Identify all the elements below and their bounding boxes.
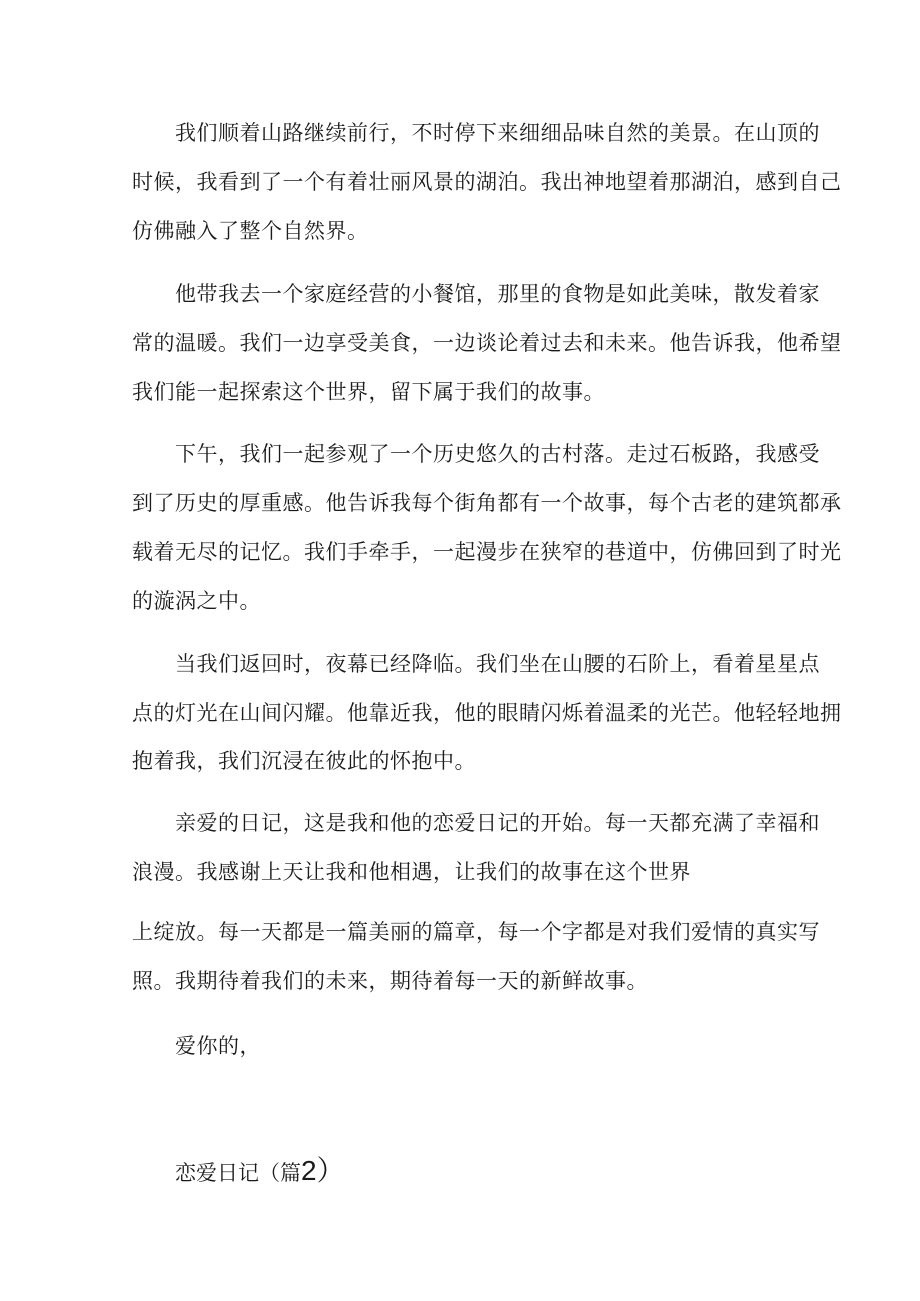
paragraph-5-line-1: 亲爱的日记，这是我和他的恋爱日记的开始。每一天都充满了幸福和 <box>175 811 820 835</box>
paragraph-2-line-1: 他带我去一个家庭经营的小餐馆，那里的食物是如此美味，散发着家 <box>175 282 820 306</box>
paragraph-3-line-4: 的漩涡之中。 <box>132 589 261 613</box>
section-title-close: ） <box>316 1155 345 1186</box>
paragraph-2-line-3: 我们能一起探索这个世界，留下属于我们的故事。 <box>132 380 605 404</box>
section-title-text: 恋爱日记（篇 <box>175 1161 301 1185</box>
paragraph-3-line-1: 下午，我们一起参观了一个历史悠久的古村落。走过石板路，我感受 <box>175 442 820 466</box>
paragraph-3-line-2: 到了历史的厚重感。他告诉我每个街角都有一个故事，每个古老的建筑都承 <box>132 491 842 515</box>
paragraph-6-line-2: 照。我期待着我们的未来，期待着每一天的新鲜故事。 <box>132 969 648 993</box>
paragraph-4-line-1: 当我们返回时，夜幕已经降临。我们坐在山腰的石阶上，看着星星点 <box>175 652 820 676</box>
paragraph-1-line-2: 时候，我看到了一个有着壮丽风景的湖泊。我出神地望着那湖泊，感到自己 <box>132 170 842 194</box>
paragraph-5-line-2: 浪漫。我感谢上天让我和他相遇，让我们的故事在这个世界 <box>132 860 691 884</box>
paragraph-3-line-3: 载着无尽的记忆。我们手牵手，一起漫步在狭窄的巷道中，仿佛回到了时光 <box>132 540 842 564</box>
paragraph-4-line-2: 点的灯光在山间闪耀。他靠近我，他的眼睛闪烁着温柔的光芒。他轻轻地拥 <box>132 701 842 725</box>
section-title-number: 2 <box>301 1155 317 1186</box>
paragraph-2-line-2: 常的温暖。我们一边享受美食，一边谈论着过去和未来。他告诉我，他希望 <box>132 331 842 355</box>
paragraph-1-line-3: 仿佛融入了整个自然界。 <box>132 219 369 243</box>
closing-signature: 爱你的， <box>175 1034 261 1058</box>
paragraph-4-line-3: 抱着我，我们沉浸在彼此的怀抱中。 <box>132 749 476 773</box>
section-title <box>175 1155 345 1189</box>
paragraph-6-line-1: 上绽放。每一天都是一篇美丽的篇章，每一个字都是对我们爱情的真实写 <box>132 920 820 944</box>
paragraph-1-line-1: 我们顺着山路继续前行，不时停下来细细品味自然的美景。在山顶的 <box>175 121 820 145</box>
